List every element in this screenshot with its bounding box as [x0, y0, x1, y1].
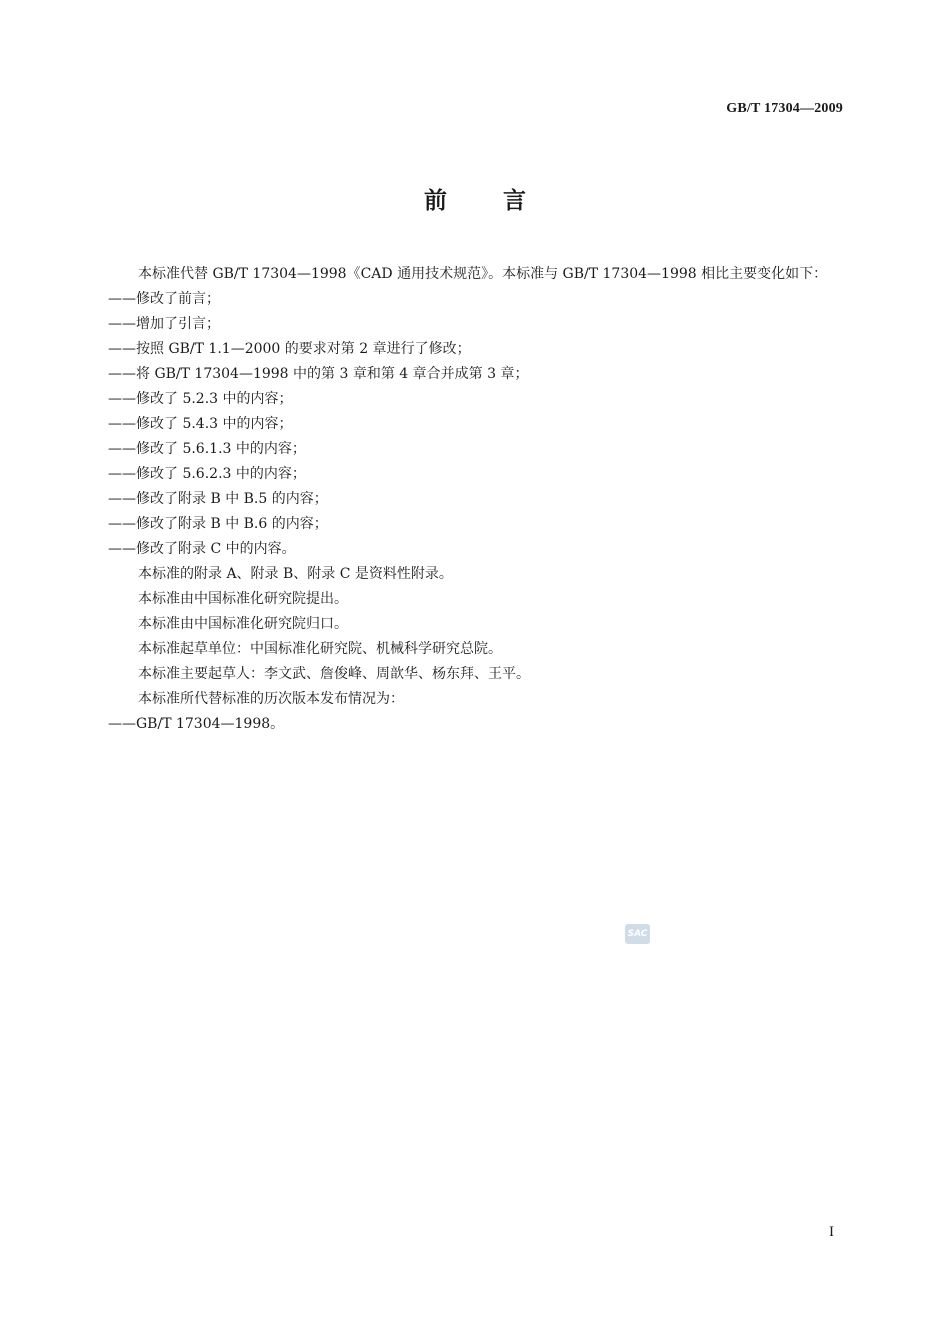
page-title: 前言 — [424, 188, 582, 214]
change-list-item: ——修改了 5.4.3 中的内容； — [108, 416, 293, 432]
body-paragraph: 本标准所代替标准的历次版本发布情况为： — [138, 691, 404, 707]
change-list-item: ——修改了前言； — [108, 291, 220, 307]
body-paragraph: 本标准的附录 A、附录 B、附录 C 是资料性附录。 — [138, 566, 453, 582]
change-list-item: ——修改了 5.6.2.3 中的内容； — [108, 466, 306, 482]
change-list-item: ——修改了附录 B 中 B.6 的内容； — [108, 516, 328, 532]
change-list-item: ——按照 GB/T 1.1—2000 的要求对第 2 章进行了修改； — [108, 341, 471, 357]
body-paragraph: 本标准由中国标准化研究院归口。 — [138, 616, 348, 632]
sac-watermark-logo: SAC — [625, 924, 650, 944]
body-paragraph: 本标准主要起草人：李文武、詹俊峰、周歆华、杨东拜、王平。 — [138, 666, 530, 682]
change-list-item: ——将 GB/T 17304—1998 中的第 3 章和第 4 章合并成第 3 章； — [108, 366, 529, 382]
change-list-item: ——修改了 5.2.3 中的内容； — [108, 391, 293, 407]
body-paragraph: 本标准代替 GB/T 17304—1998《CAD 通用技术规范》。本标准与 GB/T 17304—1998 相比主要变化如下： — [138, 266, 828, 282]
change-list-item: ——修改了 5.6.1.3 中的内容； — [108, 441, 306, 457]
document-body — [108, 262, 846, 737]
change-list-item: ——增加了引言； — [108, 316, 220, 332]
page-number: I — [829, 1224, 834, 1240]
version-list-item: ——GB/T 17304—1998。 — [108, 716, 285, 732]
body-paragraph: 本标准起草单位：中国标准化研究院、机械科学研究总院。 — [138, 641, 502, 657]
change-list-item: ——修改了附录 C 中的内容。 — [108, 541, 296, 557]
change-list-item: ——修改了附录 B 中 B.5 的内容； — [108, 491, 328, 507]
body-paragraph: 本标准由中国标准化研究院提出。 — [138, 591, 348, 607]
standard-code: GB/T 17304—2009 — [726, 101, 843, 116]
